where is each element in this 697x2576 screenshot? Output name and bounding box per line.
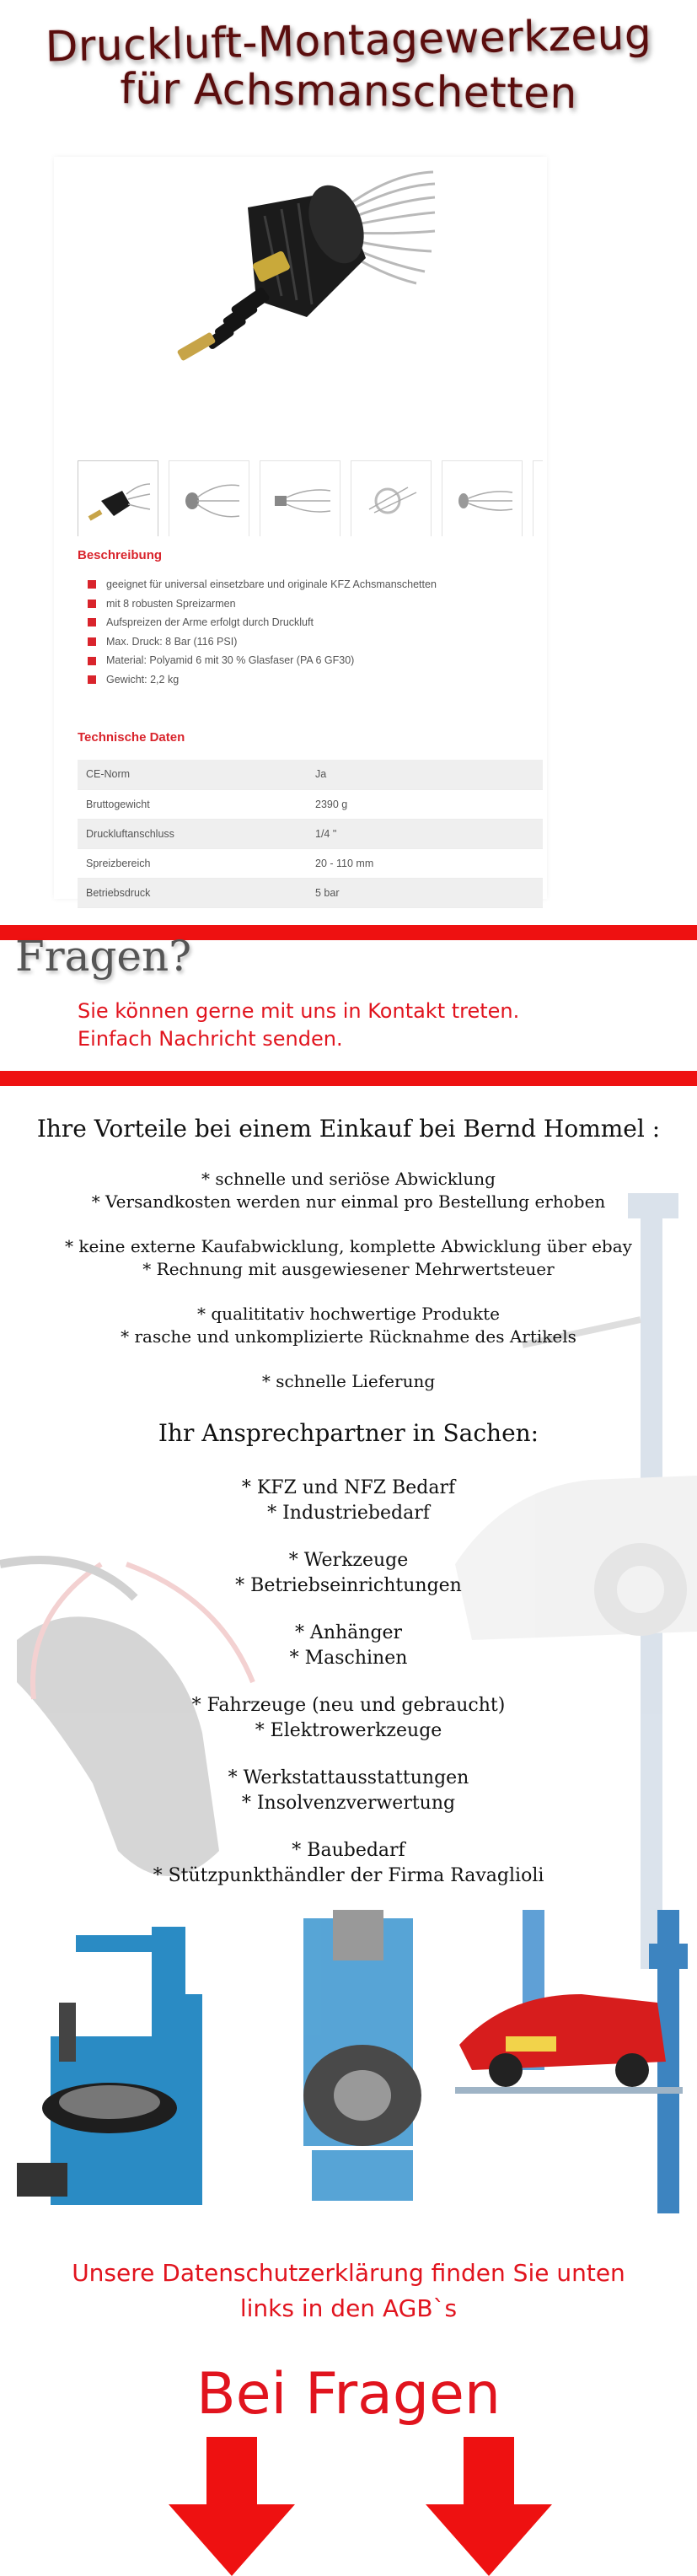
partner-item: * Baubedarf (292, 1840, 405, 1861)
red-divider-bottom (0, 1071, 697, 1086)
car-lift-image (455, 1910, 688, 2213)
benefits-list (0, 1168, 697, 1393)
partner-item: * Werkstattausstattungen (228, 1767, 469, 1788)
thumbnail-2[interactable] (169, 460, 249, 536)
description-item (88, 594, 437, 614)
tech-label: Bruttogewicht (78, 789, 307, 819)
partner-item: * Industriebedarf (267, 1503, 430, 1524)
table-row (78, 848, 543, 878)
thumbnail-arms-image (448, 476, 516, 526)
thumbnail-arms-image (357, 476, 425, 526)
contact-text (78, 998, 519, 1053)
description-item-text: Gewicht: 2,2 kg (106, 673, 180, 686)
thumbnail-arms-image (266, 476, 334, 526)
privacy-line-2: links in den AGB`s (239, 2294, 458, 2322)
table-row (78, 878, 543, 907)
red-square-bullet (88, 637, 96, 646)
title-line-1: Druckluft-Montagewerkzeug (45, 9, 652, 72)
thumbnail-6[interactable] (533, 460, 543, 536)
title-line-2: für Achsmanschetten (119, 64, 578, 118)
red-square-bullet (88, 657, 96, 665)
arrow-down-icon (169, 2437, 295, 2576)
description-item (88, 632, 437, 652)
description-item-text: Material: Polyamid 6 mit 30 % Glasfaser (PA 6 GF30) (106, 654, 355, 667)
product-main-image (164, 157, 442, 401)
tech-value: 5 bar (307, 878, 543, 907)
questions-callout: Bei Fragen (196, 2361, 501, 2428)
description-item-text: mit 8 robusten Spreizarmen (106, 597, 236, 610)
benefit-item: * rasche und unkomplizierte Rücknahme des Artikels (121, 1326, 576, 1347)
description-title: Beschreibung (78, 548, 163, 562)
tech-value: Ja (307, 760, 543, 789)
page-title (0, 9, 697, 142)
description-item-text: Aufspreizen der Arme erfolgt durch Druckluft (106, 616, 314, 629)
thumbnail-3[interactable] (260, 460, 340, 536)
red-square-bullet (88, 600, 96, 608)
thumbnail-4[interactable] (351, 460, 432, 536)
tyre-changer-image (303, 1910, 421, 2201)
tech-data-title: Technische Daten (78, 730, 185, 745)
privacy-notice (0, 2256, 697, 2326)
partner-heading: Ihr Ansprechpartner in Sachen: (158, 1419, 539, 1447)
partner-item: * Fahrzeuge (neu und gebraucht) (191, 1695, 506, 1716)
partner-item: * Elektrowerkzeuge (255, 1720, 442, 1741)
description-item (88, 613, 437, 632)
product-card (54, 157, 547, 899)
partner-item: * Insolvenzverwertung (241, 1793, 456, 1814)
benefit-item: * keine externe Kaufabwicklung, komplette Abwicklung über ebay (65, 1236, 632, 1256)
questions-title: Fragen? (15, 932, 192, 981)
partner-item: * Betriebseinrichtungen (235, 1575, 462, 1596)
contact-line-2: Einfach Nachricht senden. (78, 1027, 343, 1051)
image-thumbnails (78, 460, 543, 536)
description-item-text: Max. Druck: 8 Bar (116 PSI) (106, 635, 238, 648)
thumbnail-tool-image (84, 476, 152, 526)
benefit-item: * schnelle und seriöse Abwicklung (201, 1169, 496, 1189)
table-row (78, 789, 543, 819)
partner-list (0, 1476, 697, 1889)
tech-value: 2390 g (307, 789, 543, 819)
thumbnail-arms-image (175, 476, 243, 526)
table-row (78, 819, 543, 848)
description-list (88, 575, 437, 690)
tech-label: CE-Norm (78, 760, 307, 789)
table-row (78, 760, 543, 789)
benefit-item: * schnelle Lieferung (261, 1371, 436, 1391)
tech-label: Druckluftanschluss (78, 819, 307, 848)
benefit-item: * Versandkosten werden nur einmal pro Bestellung erhoben (91, 1191, 606, 1212)
partner-item: * KFZ und NFZ Bedarf (241, 1477, 456, 1498)
tech-value: 20 - 110 mm (307, 848, 543, 878)
red-square-bullet (88, 675, 96, 684)
benefits-heading: Ihre Vorteile bei einem Einkauf bei Bernd Hommel : (36, 1115, 661, 1143)
partner-item: * Stützpunkthändler der Firma Ravaglioli (153, 1865, 544, 1886)
partner-item: * Maschinen (289, 1648, 408, 1669)
tech-label: Betriebsdruck (78, 878, 307, 907)
benefit-item: * Rechnung mit ausgewiesener Mehrwertsteuer (142, 1259, 555, 1279)
tech-value: 1/4 " (307, 819, 543, 848)
red-square-bullet (88, 580, 96, 589)
description-item (88, 575, 437, 594)
arrow-down-icon (426, 2437, 552, 2576)
partner-item: * Anhänger (294, 1622, 403, 1643)
benefit-item: * qualititativ hochwertige Produkte (197, 1304, 500, 1324)
thumbnail-5[interactable] (442, 460, 523, 536)
thumbnail-1[interactable] (78, 460, 158, 536)
description-item-text: geeignet für universal einsetzbare und originale KFZ Achsmanschetten (106, 578, 437, 590)
partner-item: * Werkzeuge (288, 1550, 409, 1571)
privacy-line-1: Unsere Datenschutzerklärung finden Sie unten (72, 2259, 625, 2287)
red-square-bullet (88, 618, 96, 627)
tech-data-table (78, 760, 543, 908)
description-item (88, 651, 437, 670)
contact-line-1: Sie können gerne mit uns in Kontakt treten. (78, 999, 520, 1023)
tech-label: Spreizbereich (78, 848, 307, 878)
description-item (88, 670, 437, 690)
tyre-changer-image (17, 1927, 202, 2205)
workshop-equipment-photos (0, 1910, 697, 2230)
